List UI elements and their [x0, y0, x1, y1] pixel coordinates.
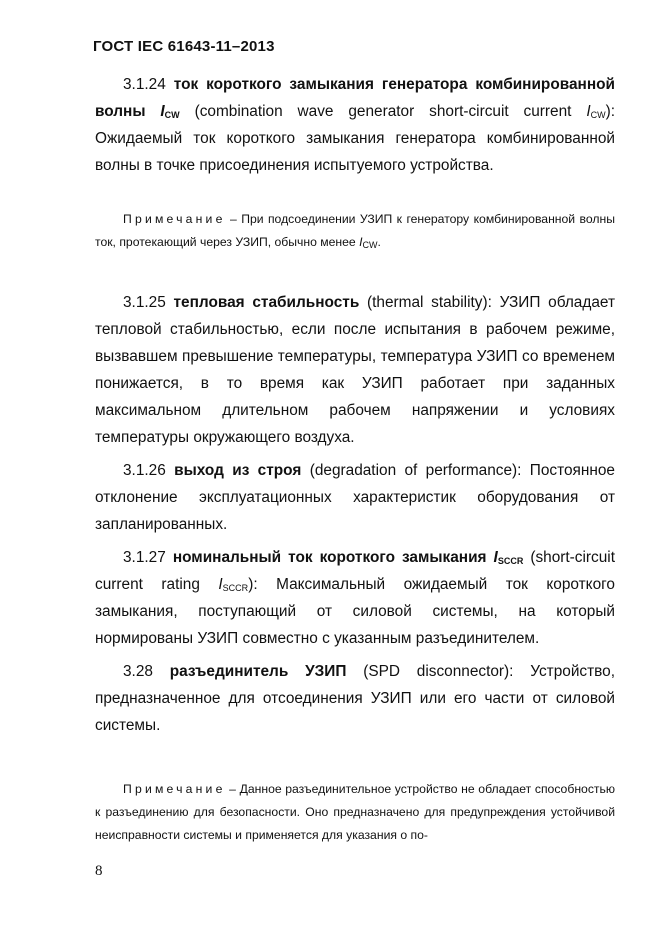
clause-3-1-24	[95, 71, 615, 179]
page-number: 8	[95, 863, 103, 879]
english-symbol: I	[218, 576, 223, 593]
english-term: (short-circuit current rating	[95, 549, 615, 593]
clause-3-1-25	[95, 289, 615, 451]
clause-number: 3.28	[123, 663, 153, 680]
english-symbol-subscript: SCCR	[222, 583, 249, 593]
clause-3-1-26	[95, 457, 615, 538]
note-symbol-subscript: CW	[362, 240, 378, 250]
note-2	[95, 778, 615, 847]
clause-definition: ): Максимальный ожидаемый ток короткого замыкания, поступающий от силовой системы, на который нормированы УЗИП совместно с указанным разъединителем.	[95, 576, 615, 647]
note-symbol: I	[359, 235, 363, 249]
clause-number: 3.1.24	[123, 76, 166, 93]
note-text: – При подсоединении УЗИП к генератору комбинированной волны ток, протекающий через УЗИП, обычно менее	[95, 212, 615, 249]
note-1	[95, 208, 615, 254]
clause-number: 3.1.25	[123, 294, 166, 311]
clause-term: выход из строя	[174, 462, 302, 479]
clause-number: 3.1.27	[123, 549, 166, 566]
document-body	[95, 71, 615, 847]
symbol: I	[160, 103, 165, 120]
note-label: Примечание	[123, 782, 226, 796]
clause-definition: (SPD disconnector): Устройство, предназначенное для отсоединения УЗИП или его части от силовой системы.	[95, 663, 616, 734]
clause-term: разъединитель УЗИП	[169, 663, 347, 680]
document-header: ГОСТ IEC 61643-11–2013	[93, 38, 275, 55]
symbol: I	[493, 549, 498, 566]
clause-term: номинальный ток короткого замыкания	[172, 549, 487, 566]
english-symbol-subscript: CW	[590, 110, 606, 120]
clause-definition: ): Ожидаемый ток короткого замыкания генератора комбинированной волны в точке присоединения испытуемого устройства.	[95, 103, 616, 174]
symbol-subscript: SCCR	[497, 556, 524, 566]
symbol-subscript: CW	[164, 110, 180, 120]
clause-3-1-27	[95, 544, 615, 652]
clause-definition: (degradation of performance): Постоянное отклонение эксплуатационных характеристик оборудования от запланированных.	[95, 462, 615, 533]
note-text: – Данное разъединительное устройство не обладает способностью к разъединению для безопасности. Оно предназначено для предупреждения устойчивой неисправности системы и применяется для указания о по-	[95, 782, 615, 842]
clause-definition: (thermal stability): УЗИП обладает тепловой стабильностью, если после испытания в рабочем режиме, вызвавшем превышение температуры, температура УЗИП со временем понижается, в то время как УЗИП работает при заданных максимальном длительном рабочем напряжении и условиях температуры окружающего воздуха.	[95, 294, 615, 446]
english-symbol: I	[586, 103, 591, 120]
english-term: (combination wave generator short-circuit current	[194, 103, 572, 120]
note-end: .	[377, 235, 381, 249]
clause-term: ток короткого замыкания генератора комбинированной волны	[95, 76, 616, 120]
note-label: Примечание	[123, 212, 226, 226]
clause-term: тепловая стабильность	[173, 294, 360, 311]
clause-number: 3.1.26	[123, 462, 166, 479]
clause-3-28	[95, 658, 615, 739]
